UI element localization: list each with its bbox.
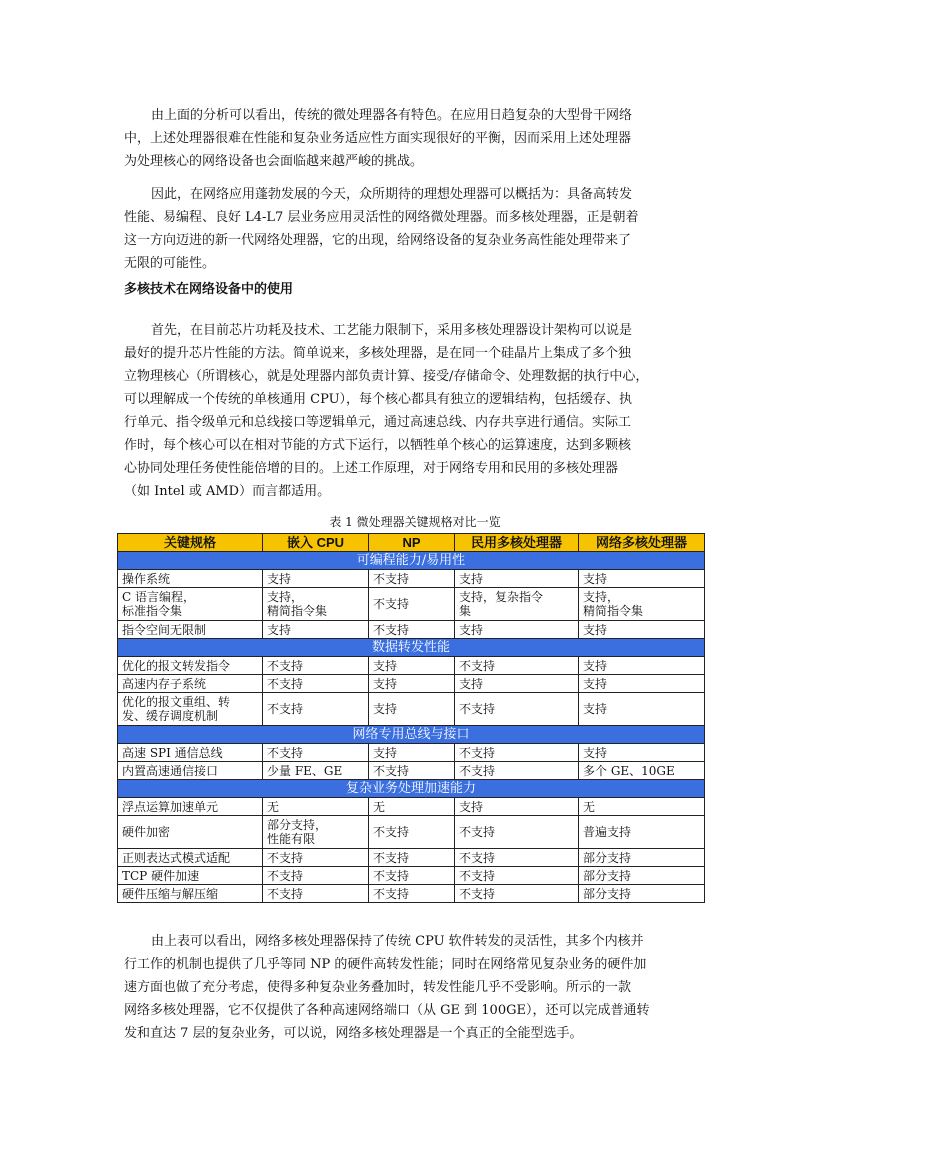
spec-name-cell: 正则表达式模式适配 (118, 849, 263, 867)
spec-value-cell: 无 (369, 798, 455, 816)
spec-name-cell: 高速 SPI 通信总线 (118, 744, 263, 762)
table-row (118, 744, 705, 762)
spec-value-cell: 支持 (579, 657, 705, 675)
spec-name-cell: 指令空间无限制 (118, 621, 263, 639)
spec-value-cell: 不支持 (369, 588, 455, 621)
paragraph-line: 因此，在网络应用蓬勃发展的今天，众所期待的理想处理器可以概括为：具备高转发 (151, 187, 633, 202)
table-header-cell: 关键规格 (118, 534, 263, 552)
table-section-row (118, 639, 705, 657)
spec-value-cell: 部分支持 (579, 867, 705, 885)
spec-value-cell: 支持 (579, 675, 705, 693)
spec-value-cell: 支持，复杂指令 集 (455, 588, 579, 621)
spec-value-cell: 无 (263, 798, 369, 816)
table-row (118, 693, 705, 726)
paragraph-line: 性能、易编程、良好 L4-L7 层业务应用灵活性的网络微处理器。而多核处理器，正是朝着 (124, 210, 639, 225)
spec-comparison-table (117, 533, 705, 903)
table-section-title: 数据转发性能 (118, 639, 705, 657)
paragraph-line: 行工作的机制也提供了几乎等同 NP 的硬件高转发性能；同时在网络常见复杂业务的硬件加 (124, 957, 647, 972)
spec-value-cell: 支持 (579, 744, 705, 762)
spec-name-cell: 内置高速通信接口 (118, 762, 263, 780)
table-row (118, 570, 705, 588)
spec-value-cell: 不支持 (263, 744, 369, 762)
table-header-cell: 民用多核处理器 (455, 534, 579, 552)
table-row (118, 621, 705, 639)
table-header-cell: 嵌入 CPU (263, 534, 369, 552)
paragraph-line: 网络多核处理器，它不仅提供了各种高速网络端口（从 GE 到 100GE），还可以完成普通转 (124, 1003, 650, 1018)
spec-value-cell: 支持 (455, 675, 579, 693)
spec-name-cell: 浮点运算加速单元 (118, 798, 263, 816)
paragraph-3 (124, 319, 706, 503)
spec-name-cell: 优化的报文重组、转 发、缓存调度机制 (118, 693, 263, 726)
paragraph-line: 中，上述处理器很难在性能和复杂业务适应性方面实现很好的平衡，因而采用上述处理器 (124, 131, 632, 146)
spec-name-cell: C 语言编程， 标准指令集 (118, 588, 263, 621)
table-header-cell: NP (369, 534, 455, 552)
spec-name-cell: 优化的报文转发指令 (118, 657, 263, 675)
paragraph-1 (124, 104, 706, 173)
spec-value-cell: 不支持 (263, 657, 369, 675)
spec-name-cell: 操作系统 (118, 570, 263, 588)
table-row (118, 675, 705, 693)
spec-value-cell: 支持 (263, 621, 369, 639)
table-section-row (118, 780, 705, 798)
paragraph-line: 心协同处理任务使性能倍增的目的。上述工作原理，对于网络专用和民用的多核处理器 (124, 461, 619, 476)
table-row (118, 588, 705, 621)
paragraph-line: 无限的可能性。 (124, 256, 216, 271)
spec-value-cell: 支持 (369, 657, 455, 675)
spec-value-cell: 不支持 (455, 849, 579, 867)
spec-name-cell: TCP 硬件加速 (118, 867, 263, 885)
table-row (118, 657, 705, 675)
table-section-title: 网络专用总线与接口 (118, 726, 705, 744)
paragraph-line: （如 Intel 或 AMD）而言都适用。 (124, 484, 331, 499)
paragraph-line: 最好的提升芯片性能的方法。简单说来，多核处理器，是在同一个硅晶片上集成了多个独 (124, 346, 632, 361)
spec-value-cell: 不支持 (455, 693, 579, 726)
paragraph-line: 可以理解成一个传统的单核通用 CPU），每个核心都具有独立的逻辑结构，包括缓存、执 (124, 392, 633, 407)
paragraph-4 (124, 930, 706, 1045)
table-section-row (118, 726, 705, 744)
table-caption: 表 1 微处理器关键规格对比一览 (329, 515, 501, 529)
spec-value-cell: 不支持 (369, 570, 455, 588)
spec-value-cell: 普遍支持 (579, 816, 705, 849)
section-heading: 多核技术在网络设备中的使用 (124, 282, 294, 297)
spec-value-cell: 不支持 (263, 675, 369, 693)
paragraph-line: 这一方向迈进的新一代网络处理器，它的出现，给网络设备的复杂业务高性能处理带来了 (124, 233, 632, 248)
spec-value-cell: 不支持 (369, 885, 455, 903)
spec-value-cell: 多个 GE、10GE (579, 762, 705, 780)
spec-value-cell: 不支持 (455, 762, 579, 780)
paragraph-line: 行单元、指令级单元和总线接口等逻辑单元，通过高速总线、内存共享进行通信。实际工 (124, 415, 632, 430)
spec-name-cell: 高速内存子系统 (118, 675, 263, 693)
paragraph-line: 速方面也做了充分考虑，使得多种复杂业务叠加时，转发性能几乎不受影响。所示的一款 (124, 980, 632, 995)
table-header-cell: 网络多核处理器 (579, 534, 705, 552)
spec-value-cell: 不支持 (455, 885, 579, 903)
spec-value-cell: 不支持 (369, 762, 455, 780)
spec-value-cell: 不支持 (455, 744, 579, 762)
spec-value-cell: 不支持 (369, 867, 455, 885)
paragraph-line: 由上面的分析可以看出，传统的微处理器各有特色。在应用日趋复杂的大型骨干网络 (151, 108, 633, 123)
spec-value-cell: 部分支持 (579, 885, 705, 903)
spec-value-cell: 支持， 精简指令集 (579, 588, 705, 621)
table-row (118, 867, 705, 885)
spec-value-cell: 支持 (455, 570, 579, 588)
spec-value-cell: 不支持 (455, 657, 579, 675)
table-section-title: 可编程能力/易用性 (118, 552, 705, 570)
table-section-row (118, 552, 705, 570)
spec-value-cell: 不支持 (263, 849, 369, 867)
table-header-row (118, 534, 705, 552)
table-row (118, 816, 705, 849)
paragraph-line: 立物理核心（所谓核心，就是处理器内部负责计算、接受/存储命令、处理数据的执行中心， (124, 369, 649, 384)
spec-name-cell: 硬件压缩与解压缩 (118, 885, 263, 903)
spec-value-cell: 支持 (263, 570, 369, 588)
spec-value-cell: 部分支持， 性能有限 (263, 816, 369, 849)
spec-value-cell: 支持 (579, 570, 705, 588)
table-row (118, 849, 705, 867)
spec-value-cell: 支持 (369, 693, 455, 726)
table-row (118, 798, 705, 816)
spec-value-cell: 支持 (455, 798, 579, 816)
paragraph-line: 作时，每个核心可以在相对节能的方式下运行，以牺牲单个核心的运算速度，达到多颗核 (124, 438, 632, 453)
spec-value-cell: 支持 (369, 744, 455, 762)
spec-name-cell: 硬件加密 (118, 816, 263, 849)
spec-value-cell: 支持， 精简指令集 (263, 588, 369, 621)
paragraph-2 (124, 183, 706, 275)
spec-value-cell: 支持 (369, 675, 455, 693)
paragraph-line: 首先，在目前芯片功耗及技术、工艺能力限制下，采用多核处理器设计架构可以说是 (151, 323, 633, 338)
spec-value-cell: 支持 (579, 621, 705, 639)
spec-value-cell: 支持 (455, 621, 579, 639)
spec-value-cell: 不支持 (263, 867, 369, 885)
paragraph-line: 由上表可以看出，网络多核处理器保持了传统 CPU 软件转发的灵活性，其多个内核并 (151, 934, 644, 949)
spec-value-cell: 不支持 (263, 885, 369, 903)
spec-value-cell: 少量 FE、GE (263, 762, 369, 780)
spec-value-cell: 支持 (579, 693, 705, 726)
paragraph-line: 为处理核心的网络设备也会面临越来越严峻的挑战。 (124, 154, 424, 169)
table-row (118, 885, 705, 903)
spec-value-cell: 不支持 (455, 816, 579, 849)
spec-value-cell: 不支持 (455, 867, 579, 885)
spec-value-cell: 不支持 (369, 621, 455, 639)
spec-value-cell: 部分支持 (579, 849, 705, 867)
spec-value-cell: 无 (579, 798, 705, 816)
paragraph-line: 发和直达 7 层的复杂业务，可以说，网络多核处理器是一个真正的全能型选手。 (124, 1026, 583, 1041)
spec-value-cell: 不支持 (263, 693, 369, 726)
table-section-title: 复杂业务处理加速能力 (118, 780, 705, 798)
table-row (118, 762, 705, 780)
spec-value-cell: 不支持 (369, 816, 455, 849)
spec-value-cell: 不支持 (369, 849, 455, 867)
